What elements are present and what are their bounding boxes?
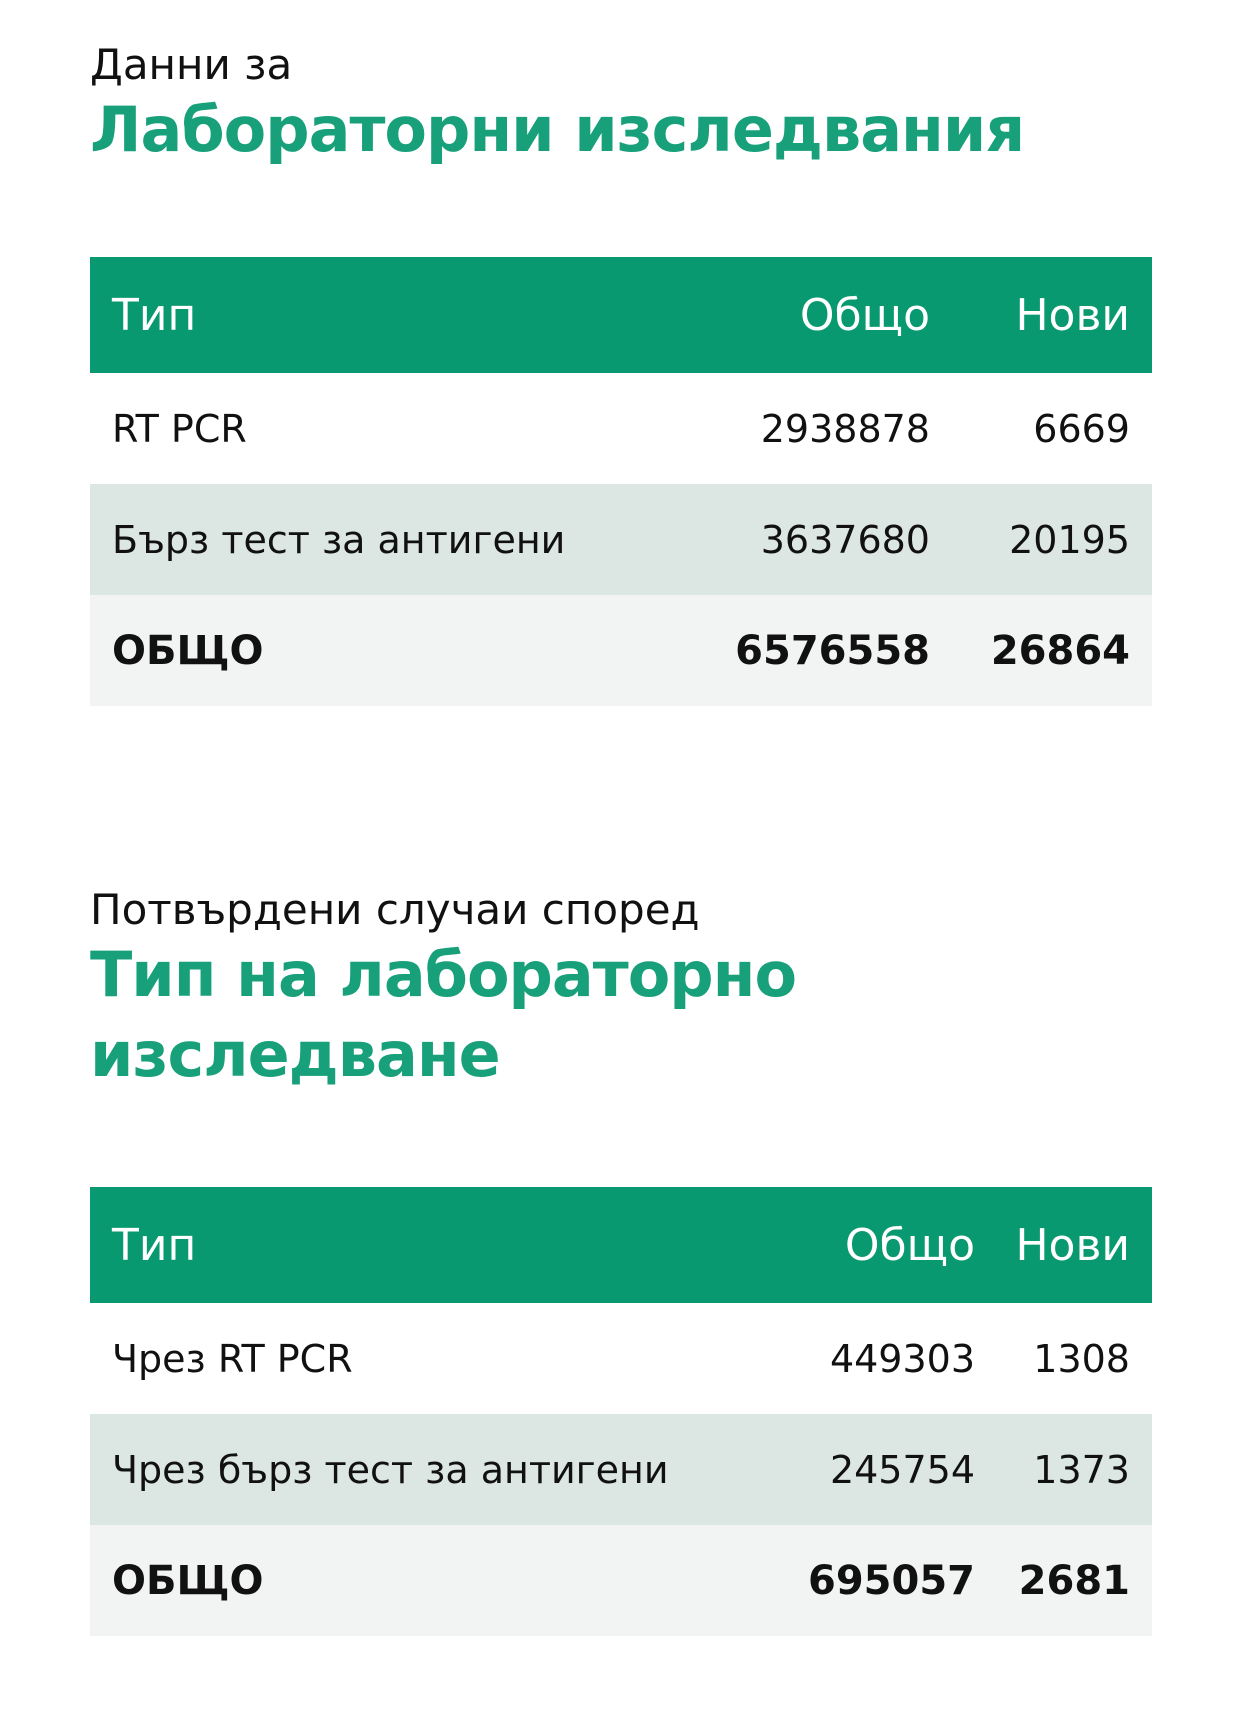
section-title-line2: изследване <box>90 1018 500 1091</box>
summary-label: ОБЩО <box>90 1525 775 1636</box>
table-summary-row <box>90 1525 1152 1636</box>
column-header-type: Тип <box>90 257 730 373</box>
column-header-new: Нови <box>930 257 1152 373</box>
section-kicker: Данни за <box>90 40 293 89</box>
section-confirmed-cases-heading <box>90 885 1152 1095</box>
row-total-cell: 449303 <box>775 1303 975 1414</box>
table-header-row <box>90 257 1152 373</box>
row-type-cell: RT PCR <box>90 373 730 484</box>
row-new-cell: 20195 <box>930 484 1152 595</box>
confirmed-cases-table <box>90 1187 1152 1636</box>
summary-total: 695057 <box>775 1525 975 1636</box>
summary-new: 2681 <box>975 1525 1152 1636</box>
summary-total: 6576558 <box>730 595 930 706</box>
column-header-total: Общо <box>775 1187 975 1303</box>
row-new-cell: 1308 <box>975 1303 1152 1414</box>
column-header-new: Нови <box>975 1187 1152 1303</box>
column-header-total: Общо <box>730 257 930 373</box>
table-row <box>90 484 1152 595</box>
section-title: Лабораторни изследвания <box>90 93 1025 166</box>
section-kicker: Потвърдени случаи според <box>90 885 700 934</box>
row-type-cell: Чрез бърз тест за антигени <box>90 1414 775 1525</box>
table-row <box>90 373 1152 484</box>
column-header-type: Тип <box>90 1187 775 1303</box>
table-summary-row <box>90 595 1152 706</box>
table-row <box>90 1303 1152 1414</box>
row-type-cell: Чрез RT PCR <box>90 1303 775 1414</box>
section-title-line1: Тип на лабораторно <box>90 938 797 1011</box>
section-lab-tests-heading <box>90 40 1152 170</box>
row-total-cell: 3637680 <box>730 484 930 595</box>
summary-new: 26864 <box>930 595 1152 706</box>
table-header-row <box>90 1187 1152 1303</box>
summary-label: ОБЩО <box>90 595 730 706</box>
lab-tests-table <box>90 257 1152 706</box>
row-new-cell: 6669 <box>930 373 1152 484</box>
row-total-cell: 2938878 <box>730 373 930 484</box>
row-new-cell: 1373 <box>975 1414 1152 1525</box>
table-row <box>90 1414 1152 1525</box>
row-total-cell: 245754 <box>775 1414 975 1525</box>
row-type-cell: Бърз тест за антигени <box>90 484 730 595</box>
